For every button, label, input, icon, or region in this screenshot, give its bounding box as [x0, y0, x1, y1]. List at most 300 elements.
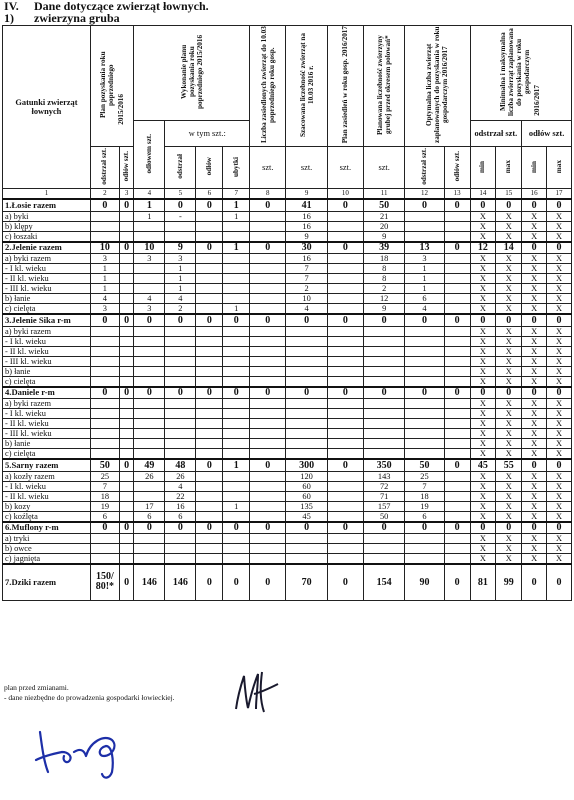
table-cell: X — [496, 294, 522, 304]
table-cell — [363, 544, 404, 554]
table-cell: 8 — [363, 274, 404, 284]
table-cell — [363, 366, 404, 376]
table-cell — [286, 534, 327, 544]
table-cell — [196, 554, 223, 565]
table-cell — [327, 211, 363, 221]
table-cell — [119, 346, 133, 356]
table-cell: X — [547, 284, 572, 294]
species-name: 2.Jelenie razem — [3, 242, 91, 254]
table-cell — [327, 429, 363, 439]
table-cell — [250, 356, 286, 366]
table-cell — [119, 221, 133, 231]
table-cell — [196, 326, 223, 336]
table-cell — [250, 409, 286, 419]
table-cell: X — [522, 511, 547, 522]
table-cell — [286, 554, 327, 565]
table-cell — [196, 471, 223, 481]
species-name: c) cielęta — [3, 304, 91, 315]
table-cell — [363, 534, 404, 544]
table-cell: 120 — [286, 471, 327, 481]
table-cell: 3 — [134, 304, 165, 315]
table-cell: 0 — [250, 387, 286, 399]
table-cell — [134, 231, 165, 242]
table-cell: X — [547, 294, 572, 304]
table-cell — [196, 366, 223, 376]
table-cell — [327, 419, 363, 429]
table-cell: 146 — [165, 564, 196, 600]
opt-shoot-header: odstrzał szt. — [405, 147, 444, 189]
table-cell: X — [496, 554, 522, 565]
table-cell: 17 — [134, 501, 165, 511]
table-cell: X — [496, 429, 522, 439]
table-cell — [134, 336, 165, 346]
table-cell: 7 — [405, 481, 444, 491]
table-cell — [405, 544, 444, 554]
table-cell — [90, 439, 119, 449]
table-cell — [90, 336, 119, 346]
table-cell: X — [522, 376, 547, 387]
table-cell — [250, 511, 286, 522]
table-cell: 70 — [286, 564, 327, 600]
table-cell: X — [496, 254, 522, 264]
table-cell — [223, 511, 250, 522]
table-cell: 90 — [405, 564, 444, 600]
table-cell — [250, 274, 286, 284]
table-cell: 48 — [165, 459, 196, 471]
catch-header: odłowem szt. — [134, 121, 165, 189]
table-cell: 10 — [134, 242, 165, 254]
table-cell — [250, 419, 286, 429]
table-cell — [134, 481, 165, 491]
table-row — [3, 314, 572, 326]
table-cell: 0 — [134, 387, 165, 399]
table-cell: 45 — [286, 511, 327, 522]
table-cell: X — [522, 409, 547, 419]
table-cell: X — [496, 399, 522, 409]
species-name: a) byki — [3, 211, 91, 221]
table-cell: 71 — [363, 491, 404, 501]
table-cell: X — [522, 254, 547, 264]
table-cell: 1 — [405, 264, 444, 274]
species-name: c) cielęta — [3, 376, 91, 387]
table-cell: 0 — [90, 522, 119, 534]
table-cell: 0 — [327, 314, 363, 326]
table-cell: 0 — [470, 522, 496, 534]
table-cell — [119, 409, 133, 419]
table-cell: 49 — [134, 459, 165, 471]
table-cell — [444, 294, 470, 304]
table-cell — [250, 491, 286, 501]
table-cell: X — [547, 449, 572, 460]
table-cell: X — [522, 544, 547, 554]
table-cell: 0 — [444, 522, 470, 534]
table-cell: 0 — [165, 522, 196, 534]
species-name: a) kozły razem — [3, 471, 91, 481]
table-cell: 1 — [134, 211, 165, 221]
table-cell — [196, 429, 223, 439]
table-cell — [196, 534, 223, 544]
planned-population-header: Planowana liczebność zwierzyny grubej przed okresem polowań* — [363, 26, 404, 147]
table-cell — [165, 554, 196, 565]
table-cell — [223, 399, 250, 409]
table-cell: 9 — [165, 242, 196, 254]
table-cell — [327, 346, 363, 356]
species-name: - II kl. wieku — [3, 491, 91, 501]
table-cell — [286, 356, 327, 366]
table-cell — [119, 274, 133, 284]
table-cell: X — [547, 439, 572, 449]
table-cell: 1 — [90, 284, 119, 294]
table-cell — [223, 264, 250, 274]
table-cell: 1 — [90, 264, 119, 274]
table-cell — [363, 419, 404, 429]
table-row — [3, 564, 572, 600]
table-cell: 0 — [327, 522, 363, 534]
table-cell: X — [522, 399, 547, 409]
table-cell: X — [522, 429, 547, 439]
table-cell — [286, 399, 327, 409]
table-cell: X — [470, 254, 496, 264]
table-cell: 0 — [250, 199, 286, 211]
table-cell — [165, 336, 196, 346]
table-cell — [405, 534, 444, 544]
table-cell: 60 — [286, 491, 327, 501]
table-cell: X — [496, 409, 522, 419]
table-cell: 8 — [363, 264, 404, 274]
table-row — [3, 439, 572, 449]
table-cell: 0 — [134, 314, 165, 326]
table-cell: 0 — [547, 459, 572, 471]
table-cell — [327, 356, 363, 366]
table-cell — [327, 336, 363, 346]
table-cell: 2 — [165, 304, 196, 315]
table-cell — [444, 429, 470, 439]
table-cell: 0 — [327, 387, 363, 399]
species-name: c) jagnięta — [3, 554, 91, 565]
table-cell: 9 — [363, 231, 404, 242]
table-cell — [363, 376, 404, 387]
table-cell: 0 — [405, 199, 444, 211]
column-number: 10 — [327, 189, 363, 200]
table-cell — [196, 439, 223, 449]
max-header-2: max — [547, 147, 572, 189]
table-cell — [250, 534, 286, 544]
table-cell: X — [496, 419, 522, 429]
column-number: 2 — [90, 189, 119, 200]
table-cell: 0 — [223, 387, 250, 399]
table-cell — [223, 346, 250, 356]
table-cell: X — [496, 346, 522, 356]
table-cell: 55 — [496, 459, 522, 471]
table-cell: X — [547, 511, 572, 522]
table-cell: X — [547, 544, 572, 554]
column-number: 1 — [3, 189, 91, 200]
table-cell — [165, 439, 196, 449]
table-cell — [405, 376, 444, 387]
table-row — [3, 242, 572, 254]
column-number: 13 — [444, 189, 470, 200]
table-cell — [444, 554, 470, 565]
table-cell — [327, 264, 363, 274]
table-cell — [250, 399, 286, 409]
table-row — [3, 501, 572, 511]
shoot-header: odstrzał — [165, 147, 196, 189]
table-row — [3, 221, 572, 231]
table-cell — [196, 211, 223, 221]
column-number: 7 — [223, 189, 250, 200]
table-cell: X — [496, 481, 522, 491]
table-cell: 39 — [363, 242, 404, 254]
table-cell — [223, 544, 250, 554]
table-cell — [196, 544, 223, 554]
table-row — [3, 356, 572, 366]
species-name: c) koźlęta — [3, 511, 91, 522]
table-cell: X — [470, 274, 496, 284]
species-name: c) łoszaki — [3, 231, 91, 242]
table-cell: X — [496, 221, 522, 231]
table-cell: 30 — [286, 242, 327, 254]
table-cell: 0 — [547, 564, 572, 600]
losses-header: ubytki — [223, 147, 250, 189]
table-cell — [119, 429, 133, 439]
table-cell — [119, 366, 133, 376]
unit-11: szt. — [363, 147, 404, 189]
table-cell — [223, 409, 250, 419]
species-name: b) owce — [3, 544, 91, 554]
table-cell: X — [547, 429, 572, 439]
table-cell — [363, 336, 404, 346]
table-cell: 0 — [90, 314, 119, 326]
table-row — [3, 399, 572, 409]
table-cell — [444, 481, 470, 491]
table-cell: 300 — [286, 459, 327, 471]
table-cell — [196, 254, 223, 264]
species-name: a) byki razem — [3, 326, 91, 336]
table-cell: 1 — [223, 304, 250, 315]
table-cell — [250, 429, 286, 439]
table-cell — [327, 399, 363, 409]
table-cell: X — [522, 304, 547, 315]
table-cell — [165, 346, 196, 356]
table-cell: 0 — [444, 242, 470, 254]
species-name: - I kl. wieku — [3, 336, 91, 346]
table-cell — [223, 294, 250, 304]
table-cell: X — [522, 419, 547, 429]
estimated-header: Szacowana liczebność zwierząt na 10.03 2016 r. — [286, 26, 327, 147]
table-cell: 19 — [405, 501, 444, 511]
table-cell — [444, 264, 470, 274]
table-cell — [134, 264, 165, 274]
table-cell: X — [547, 304, 572, 315]
subsection-title: zwierzyna gruba — [34, 11, 120, 25]
species-name: - I kl. wieku — [3, 481, 91, 491]
table-row — [3, 471, 572, 481]
table-cell — [286, 336, 327, 346]
table-cell — [165, 544, 196, 554]
table-cell: 0 — [196, 459, 223, 471]
table-cell — [444, 439, 470, 449]
table-cell — [405, 366, 444, 376]
table-row — [3, 491, 572, 501]
table-cell — [134, 439, 165, 449]
table-cell — [165, 399, 196, 409]
table-cell — [134, 221, 165, 231]
species-name: a) byki razem — [3, 399, 91, 409]
table-cell: 99 — [496, 564, 522, 600]
table-cell: 0 — [405, 387, 444, 399]
table-cell: 0 — [119, 459, 133, 471]
table-cell — [90, 211, 119, 221]
table-cell — [165, 221, 196, 231]
table-cell: 0 — [223, 314, 250, 326]
table-cell — [444, 399, 470, 409]
table-cell — [405, 211, 444, 221]
table-cell — [90, 356, 119, 366]
table-cell — [119, 284, 133, 294]
column-number: 5 — [165, 189, 196, 200]
table-cell — [223, 534, 250, 544]
table-cell — [327, 511, 363, 522]
table-cell: 60 — [286, 481, 327, 491]
table-cell — [405, 336, 444, 346]
table-cell: 4 — [134, 294, 165, 304]
species-header: Gatunki zwierząt łownych — [3, 26, 91, 189]
table-cell — [119, 534, 133, 544]
table-cell: X — [522, 439, 547, 449]
table-cell: X — [522, 346, 547, 356]
column-number: 9 — [286, 189, 327, 200]
table-cell: 0 — [444, 387, 470, 399]
table-cell — [363, 439, 404, 449]
table-cell: X — [522, 501, 547, 511]
table-cell: 0 — [444, 199, 470, 211]
table-cell: X — [547, 491, 572, 501]
species-name: a) tryki — [3, 534, 91, 544]
table-cell: 157 — [363, 501, 404, 511]
table-cell — [405, 409, 444, 419]
table-cell: 350 — [363, 459, 404, 471]
table-cell — [90, 429, 119, 439]
table-cell: 7 — [286, 274, 327, 284]
table-cell: X — [470, 501, 496, 511]
species-name: 1.Łosie razem — [3, 199, 91, 211]
table-cell — [119, 471, 133, 481]
table-cell: 3 — [90, 304, 119, 315]
table-cell — [119, 356, 133, 366]
subsection-number: 1) — [4, 11, 14, 25]
table-cell — [327, 231, 363, 242]
table-cell: 0 — [547, 314, 572, 326]
table-cell — [405, 221, 444, 231]
table-cell — [250, 336, 286, 346]
table-row — [3, 449, 572, 460]
table-cell — [444, 254, 470, 264]
table-cell: X — [496, 336, 522, 346]
table-cell: 0 — [250, 242, 286, 254]
species-name: c) cielęta — [3, 449, 91, 460]
table-cell — [165, 534, 196, 544]
table-cell — [327, 294, 363, 304]
table-cell — [196, 376, 223, 387]
table-cell — [327, 376, 363, 387]
table-cell: 1 — [134, 199, 165, 211]
table-cell: X — [496, 366, 522, 376]
table-cell: 4 — [165, 294, 196, 304]
table-row — [3, 264, 572, 274]
table-cell — [90, 326, 119, 336]
table-cell — [250, 221, 286, 231]
table-cell: 0 — [405, 314, 444, 326]
table-cell: 0 — [119, 314, 133, 326]
table-cell: 3 — [134, 254, 165, 264]
table-cell: X — [470, 326, 496, 336]
table-cell — [405, 326, 444, 336]
table-cell — [444, 501, 470, 511]
table-body — [3, 189, 572, 601]
column-number-row — [3, 189, 572, 200]
table-cell — [119, 326, 133, 336]
species-name: - I kl. wieku — [3, 409, 91, 419]
table-cell: X — [496, 326, 522, 336]
table-cell: 14 — [496, 242, 522, 254]
table-cell: X — [522, 356, 547, 366]
table-cell — [250, 449, 286, 460]
table-cell — [250, 231, 286, 242]
table-cell — [405, 419, 444, 429]
table-cell — [90, 346, 119, 356]
table-cell — [119, 376, 133, 387]
table-cell: 0 — [119, 387, 133, 399]
table-cell: 25 — [405, 471, 444, 481]
table-cell — [196, 356, 223, 366]
table-cell — [405, 554, 444, 565]
table-row — [3, 554, 572, 565]
table-cell — [196, 346, 223, 356]
table-cell — [119, 501, 133, 511]
table-cell — [327, 491, 363, 501]
table-cell — [119, 294, 133, 304]
table-cell: 72 — [363, 481, 404, 491]
table-cell: X — [470, 366, 496, 376]
table-cell: 0 — [196, 314, 223, 326]
unit-8: szt. — [250, 147, 286, 189]
table-cell — [444, 534, 470, 544]
table-cell: 1 — [223, 211, 250, 221]
table-cell — [223, 554, 250, 565]
table-cell: X — [470, 399, 496, 409]
table-cell: 0 — [496, 314, 522, 326]
table-cell — [196, 449, 223, 460]
table-cell: X — [547, 221, 572, 231]
table-cell — [196, 481, 223, 491]
table-cell: X — [496, 501, 522, 511]
table-cell: 18 — [363, 254, 404, 264]
table-cell — [363, 356, 404, 366]
table-cell: X — [470, 231, 496, 242]
table-cell — [286, 326, 327, 336]
table-cell — [165, 409, 196, 419]
table-cell: 10 — [90, 242, 119, 254]
table-cell — [363, 409, 404, 419]
table-row — [3, 366, 572, 376]
table-cell — [223, 481, 250, 491]
table-row — [3, 211, 572, 221]
table-cell — [286, 544, 327, 554]
table-cell — [90, 534, 119, 544]
unit-9: szt. — [286, 147, 327, 189]
footnote-2: - dane niezbędne do prowadzenia gospodarki łowieckiej. — [4, 693, 175, 702]
table-cell — [196, 284, 223, 294]
